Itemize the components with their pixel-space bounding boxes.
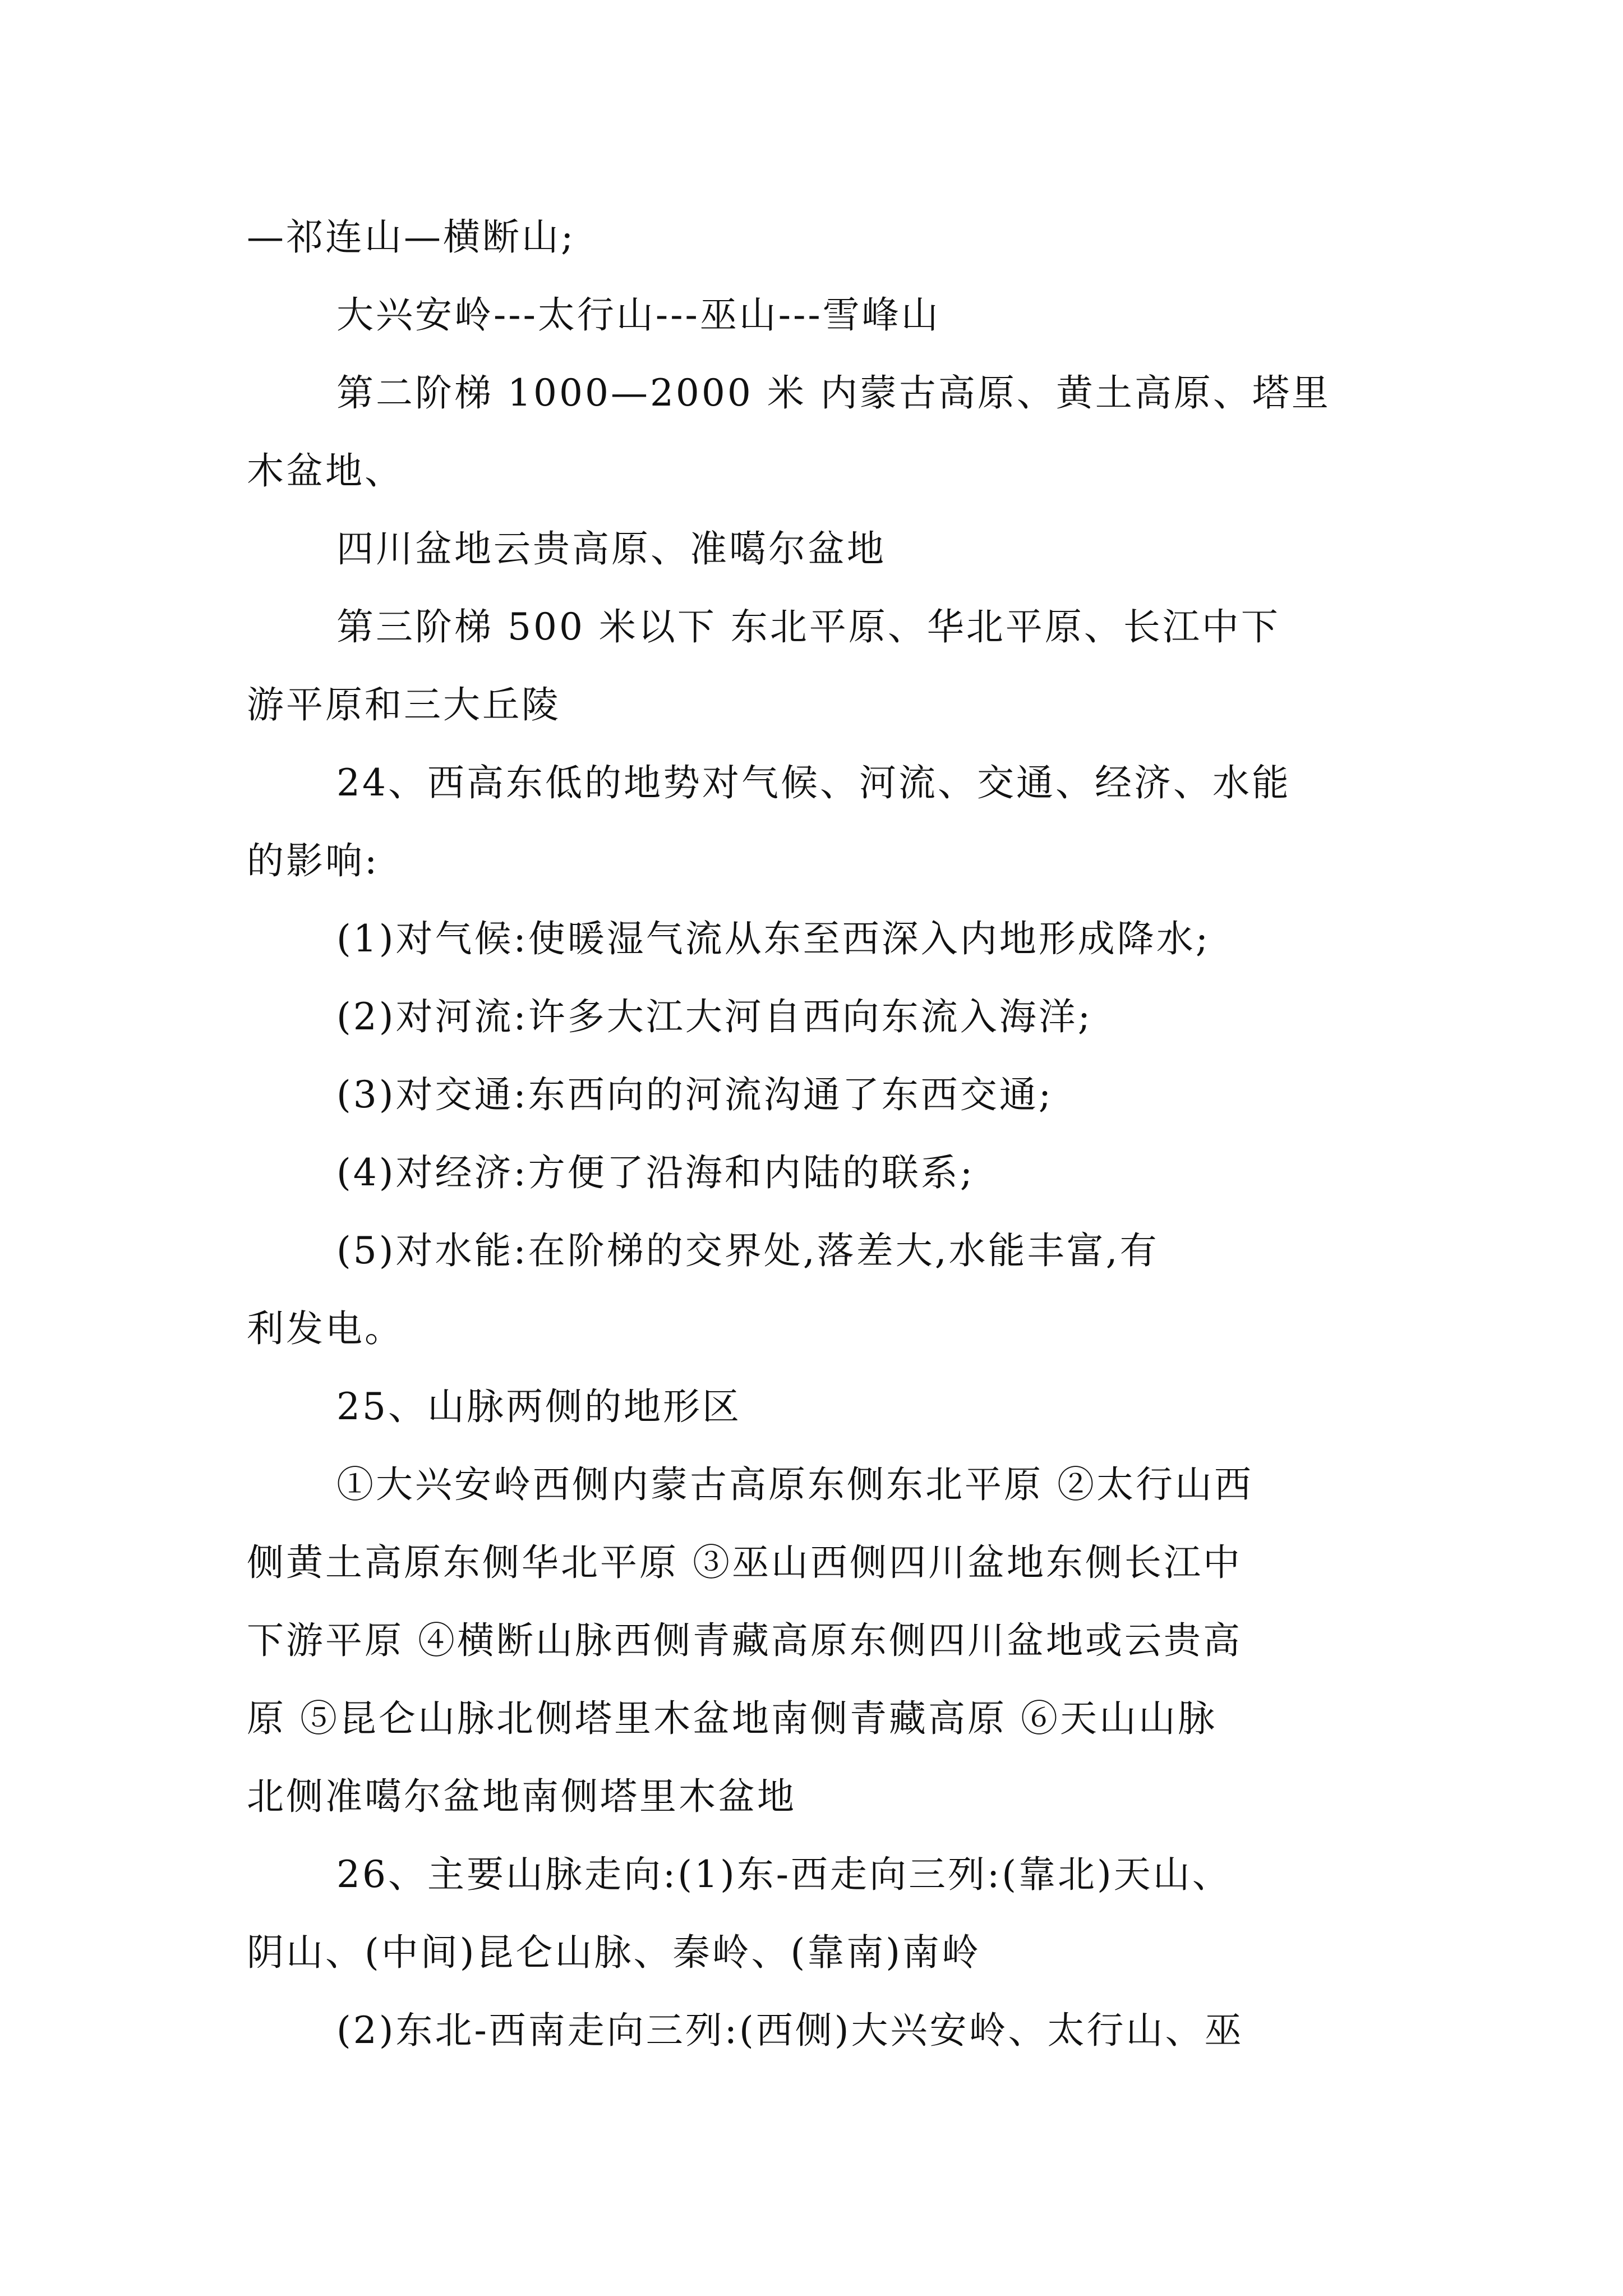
text-line: (4)对经济:方便了沿海和内陆的联系; xyxy=(336,1151,975,1194)
text-line: (2)东北-西南走向三列:(西侧)大兴安岭、太行山、巫 xyxy=(336,2009,1244,2052)
text-line: 游平原和三大丘陵 xyxy=(247,683,561,726)
text-line: 阴山、(中间)昆仑山脉、秦岭、(靠南)南岭 xyxy=(247,1931,981,1974)
text-line: 第三阶梯 500 米以下 东北平原、华北平原、长江中下 xyxy=(336,605,1280,648)
text-line: 北侧准噶尔盆地南侧塔里木盆地 xyxy=(247,1775,796,1818)
text-line: (1)对气候:使暖湿气流从东至西深入内地形成降水; xyxy=(336,917,1210,960)
text-line: 侧黄土高原东侧华北平原 ③巫山西侧四川盆地东侧长江中 xyxy=(247,1541,1242,1584)
text-line: 木盆地、 xyxy=(247,449,404,493)
text-line: (3)对交通:东西向的河流沟通了东西交通; xyxy=(336,1073,1053,1116)
text-line: 利发电。 xyxy=(247,1307,404,1350)
text-line: (5)对水能:在阶梯的交界处,落差大,水能丰富,有 xyxy=(336,1229,1159,1272)
text-line: 大兴安岭---太行山---巫山---雪峰山 xyxy=(336,293,940,337)
text-line: 第二阶梯 1000—2000 米 内蒙古高原、黄土高原、塔里 xyxy=(336,371,1331,415)
text-line: —祁连山—横断山; xyxy=(247,215,576,259)
text-line: 26、主要山脉走向:(1)东-西走向三列:(靠北)天山、 xyxy=(336,1853,1232,1896)
text-line: 四川盆地云贵高原、准噶尔盆地 xyxy=(336,527,886,570)
text-line: 24、西高东低的地势对气候、河流、交通、经济、水能 xyxy=(336,761,1291,804)
text-line: ①大兴安岭西侧内蒙古高原东侧东北平原 ②太行山西 xyxy=(336,1463,1253,1506)
text-line: 的影响: xyxy=(247,839,380,882)
text-line: 下游平原 ④横断山脉西侧青藏高原东侧四川盆地或云贵高 xyxy=(247,1619,1242,1662)
text-line: 25、山脉两侧的地形区 xyxy=(336,1385,741,1428)
text-line: 原 ⑤昆仑山脉北侧塔里木盆地南侧青藏高原 ⑥天山山脉 xyxy=(247,1697,1217,1740)
text-line: (2)对河流:许多大江大河自西向东流入海洋; xyxy=(336,995,1092,1038)
